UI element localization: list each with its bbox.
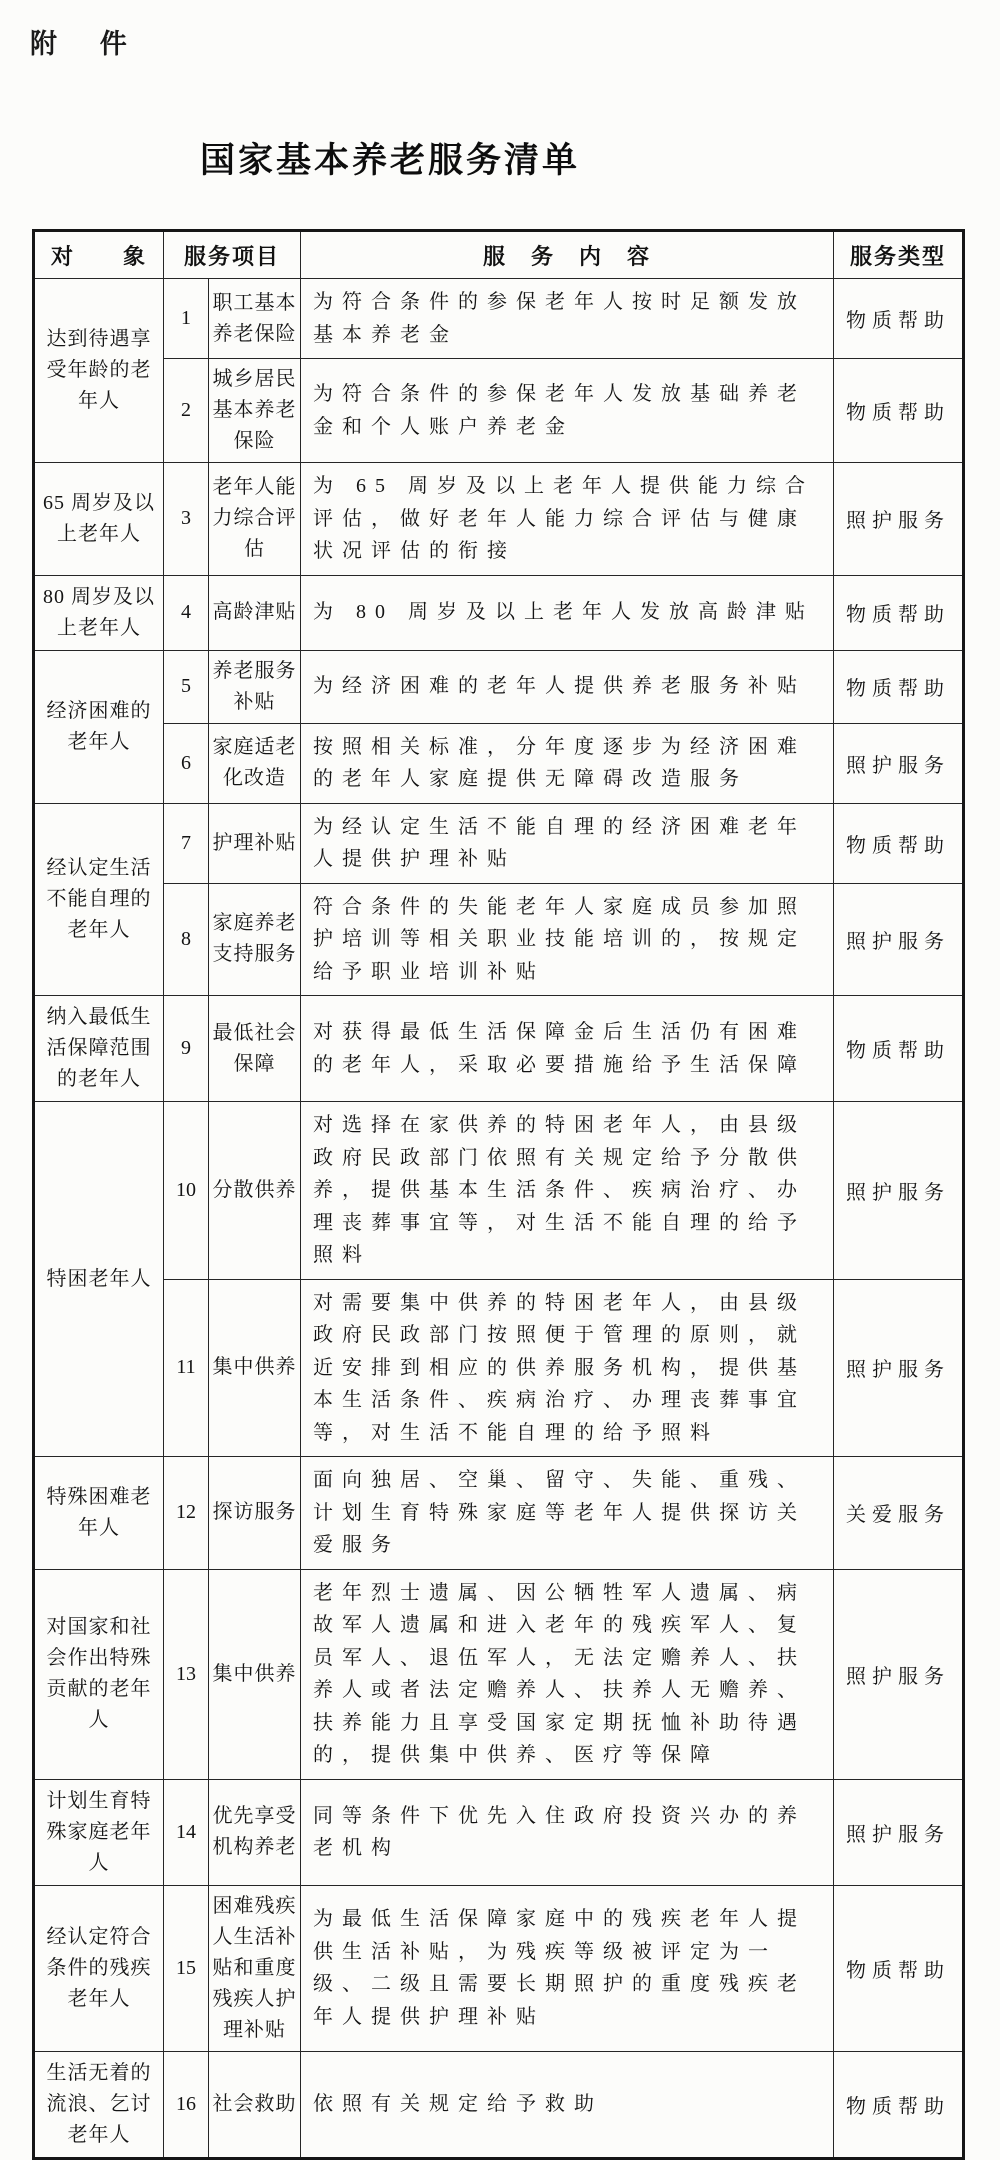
service-no-cell: 3 [164, 463, 209, 576]
service-no-cell: 7 [164, 803, 209, 883]
service-no-cell: 5 [164, 650, 209, 723]
service-type-cell: 物质帮助 [834, 996, 964, 1102]
service-no-cell: 4 [164, 575, 209, 650]
service-no-cell: 6 [164, 723, 209, 803]
service-no-cell: 10 [164, 1102, 209, 1280]
service-content-cell: 为经济困难的老年人提供养老服务补贴 [301, 650, 834, 723]
service-content-cell: 对需要集中供养的特困老年人，由县级政府民政部门按照便于管理的原则，就近安排到相应的供养服务机构，提供基本生活条件、疾病治疗、办理丧葬事宜等，对生活不能自理的给予照料 [301, 1279, 834, 1457]
table-row [34, 359, 964, 463]
target-cell: 特困老年人 [34, 1102, 164, 1457]
table-row [34, 1885, 964, 2051]
service-item-cell: 社会救助 [209, 2051, 301, 2158]
service-content-cell: 为符合条件的参保老年人发放基础养老金和个人账户养老金 [301, 359, 834, 463]
service-type-cell: 物质帮助 [834, 803, 964, 883]
table-body [34, 279, 964, 2159]
table-row [34, 723, 964, 803]
service-item-cell: 家庭适老化改造 [209, 723, 301, 803]
table-row [34, 1779, 964, 1885]
target-cell: 经认定生活不能自理的老年人 [34, 803, 164, 996]
attachment-label: 附 件 [30, 29, 145, 59]
header-service-type: 服务类型 [834, 231, 964, 279]
table-row [34, 463, 964, 576]
service-content-cell: 符合条件的失能老年人家庭成员参加照护培训等相关职业技能培训的，按规定给予职业培训补贴 [301, 883, 834, 996]
service-item-cell: 护理补贴 [209, 803, 301, 883]
service-type-cell: 照护服务 [834, 1279, 964, 1457]
target-cell: 纳入最低生活保障范围的老年人 [34, 996, 164, 1102]
service-list-table [32, 229, 965, 2160]
service-type-cell: 物质帮助 [834, 279, 964, 359]
service-item-cell: 职工基本养老保险 [209, 279, 301, 359]
service-content-cell: 对选择在家供养的特困老年人，由县级政府民政部门依照有关规定给予分散供养，提供基本生活条件、疾病治疗、办理丧葬事宜等，对生活不能自理的给予照料 [301, 1102, 834, 1280]
service-no-cell: 11 [164, 1279, 209, 1457]
service-item-cell: 最低社会保障 [209, 996, 301, 1102]
service-type-cell: 照护服务 [834, 463, 964, 576]
table-row [34, 803, 964, 883]
table-row [34, 279, 964, 359]
service-content-cell: 为 65 周岁及以上老年人提供能力综合评估，做好老年人能力综合评估与健康状况评估的衔接 [301, 463, 834, 576]
service-type-cell: 物质帮助 [834, 2051, 964, 2158]
service-no-cell: 13 [164, 1569, 209, 1779]
service-item-cell: 老年人能力综合评估 [209, 463, 301, 576]
table-header [34, 231, 964, 279]
target-cell: 对国家和社会作出特殊贡献的老年人 [34, 1569, 164, 1779]
service-no-cell: 9 [164, 996, 209, 1102]
table-row [34, 883, 964, 996]
service-content-cell: 为经认定生活不能自理的经济困难老年人提供护理补贴 [301, 803, 834, 883]
service-type-cell: 照护服务 [834, 1102, 964, 1280]
service-content-cell: 为 80 周岁及以上老年人发放高龄津贴 [301, 575, 834, 650]
target-cell: 达到待遇享受年龄的老年人 [34, 279, 164, 463]
service-item-cell: 困难残疾人生活补贴和重度残疾人护理补贴 [209, 1885, 301, 2051]
service-type-cell: 照护服务 [834, 1779, 964, 1885]
table-row [34, 650, 964, 723]
target-cell: 特殊困难老年人 [34, 1457, 164, 1570]
service-content-cell: 为符合条件的参保老年人按时足额发放基本养老金 [301, 279, 834, 359]
header-service-content: 服 务 内 容 [301, 231, 834, 279]
table-row [34, 996, 964, 1102]
service-no-cell: 8 [164, 883, 209, 996]
table-row [34, 2051, 964, 2158]
target-cell: 计划生育特殊家庭老年人 [34, 1779, 164, 1885]
service-item-cell: 城乡居民基本养老保险 [209, 359, 301, 463]
target-cell: 65 周岁及以上老年人 [34, 463, 164, 576]
target-cell: 经认定符合条件的残疾老年人 [34, 1885, 164, 2051]
service-type-cell: 物质帮助 [834, 650, 964, 723]
header-target: 对 象 [34, 231, 164, 279]
service-content-cell: 老年烈士遗属、因公牺牲军人遗属、病故军人遗属和进入老年的残疾军人、复员军人、退伍军人，无法定赡养人、扶养人或者法定赡养人、扶养人无赡养、扶养能力且享受国家定期抚恤补助待遇的，提供集中供养、医疗等保障 [301, 1569, 834, 1779]
page-title: 国家基本养老服务清单 [199, 141, 580, 180]
service-item-cell: 家庭养老支持服务 [209, 883, 301, 996]
service-item-cell: 分散供养 [209, 1102, 301, 1280]
service-content-cell: 按照相关标准，分年度逐步为经济困难的老年人家庭提供无障碍改造服务 [301, 723, 834, 803]
service-no-cell: 16 [164, 2051, 209, 2158]
header-service-item: 服务项目 [164, 231, 301, 279]
service-content-cell: 同等条件下优先入住政府投资兴办的养老机构 [301, 1779, 834, 1885]
service-item-cell: 集中供养 [209, 1569, 301, 1779]
service-no-cell: 2 [164, 359, 209, 463]
service-no-cell: 1 [164, 279, 209, 359]
service-item-cell: 养老服务补贴 [209, 650, 301, 723]
service-content-cell: 面向独居、空巢、留守、失能、重残、计划生育特殊家庭等老年人提供探访关爱服务 [301, 1457, 834, 1570]
table-row [34, 1457, 964, 1570]
service-content-cell: 对获得最低生活保障金后生活仍有困难的老年人，采取必要措施给予生活保障 [301, 996, 834, 1102]
table-row [34, 1569, 964, 1779]
service-content-cell: 为最低生活保障家庭中的残疾老年人提供生活补贴，为残疾等级被评定为一级、二级且需要长期照护的重度残疾老年人提供护理补贴 [301, 1885, 834, 2051]
service-type-cell: 物质帮助 [834, 575, 964, 650]
service-item-cell: 探访服务 [209, 1457, 301, 1570]
service-type-cell: 物质帮助 [834, 359, 964, 463]
service-type-cell: 关爱服务 [834, 1457, 964, 1570]
service-item-cell: 集中供养 [209, 1279, 301, 1457]
service-type-cell: 照护服务 [834, 883, 964, 996]
header-row [34, 231, 964, 279]
service-item-cell: 优先享受机构养老 [209, 1779, 301, 1885]
service-item-cell: 高龄津贴 [209, 575, 301, 650]
target-cell: 80 周岁及以上老年人 [34, 575, 164, 650]
table-row [34, 1279, 964, 1457]
target-cell: 生活无着的流浪、乞讨老年人 [34, 2051, 164, 2158]
service-type-cell: 照护服务 [834, 723, 964, 803]
service-no-cell: 15 [164, 1885, 209, 2051]
service-no-cell: 12 [164, 1457, 209, 1570]
target-cell: 经济困难的老年人 [34, 650, 164, 803]
service-content-cell: 依照有关规定给予救助 [301, 2051, 834, 2158]
service-type-cell: 照护服务 [834, 1569, 964, 1779]
table-row [34, 575, 964, 650]
service-no-cell: 14 [164, 1779, 209, 1885]
service-type-cell: 物质帮助 [834, 1885, 964, 2051]
table-row [34, 1102, 964, 1280]
